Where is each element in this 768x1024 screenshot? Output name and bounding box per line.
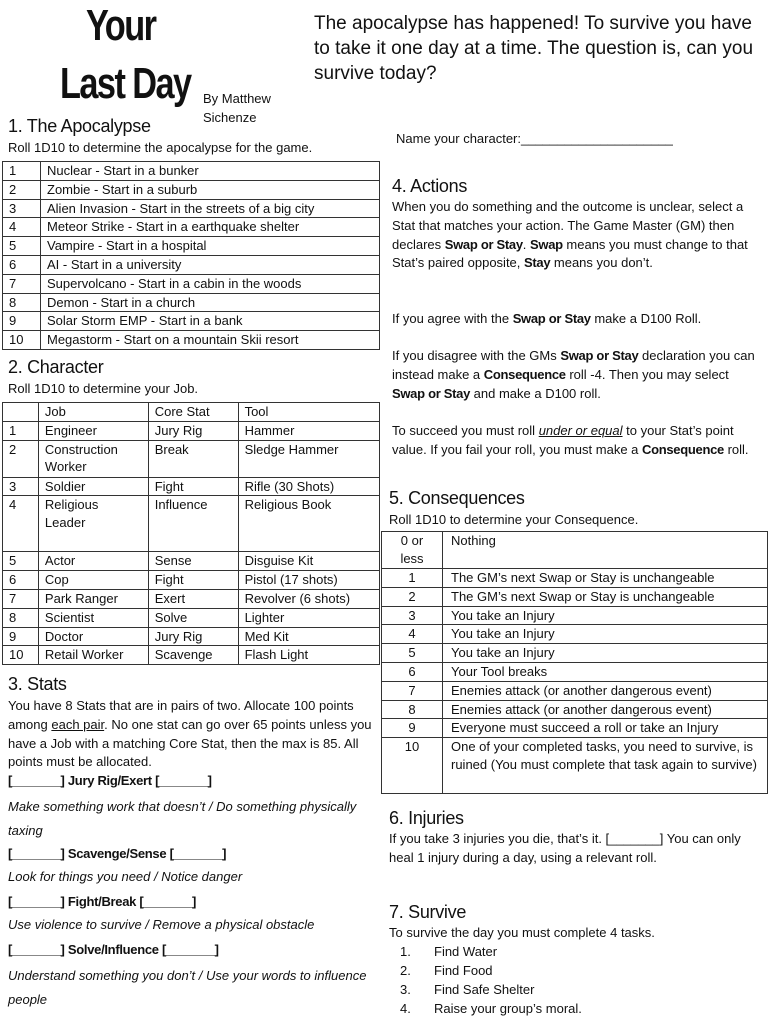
roll-number: 0 or less [382, 532, 443, 569]
job-cell: Cop [38, 571, 148, 590]
section-heading-actions: 4. Actions [392, 176, 468, 196]
stat-desc-scavenge-sense: Look for things you need / Notice danger [8, 869, 243, 884]
job-cell: Park Ranger [38, 589, 148, 608]
job-cell: Actor [38, 552, 148, 571]
column-header: Tool [238, 403, 379, 422]
consequence-row [382, 587, 768, 606]
consequence-row [382, 662, 768, 681]
consequence-result: One of your completed tasks, you need to survive, is ruined (You must complete that task again to survive) [443, 738, 768, 794]
job-row [3, 477, 380, 496]
byline-line1: By Matthew [203, 91, 271, 106]
task-text: Find Safe Shelter [434, 982, 535, 997]
roll-number: 5 [3, 237, 41, 256]
job-cell: 9 [3, 627, 39, 646]
job-cell: 1 [3, 421, 39, 440]
job-cell: Lighter [238, 608, 379, 627]
consequence-result: You take an Injury [443, 606, 768, 625]
apocalypse-result: Alien Invasion - Start in the streets of a big city [41, 199, 380, 218]
apocalypse-result: Vampire - Start in a hospital [41, 237, 380, 256]
game-title-line1: Your [86, 1, 156, 50]
byline [203, 89, 303, 127]
task-item [400, 942, 582, 961]
roll-number: 10 [382, 738, 443, 794]
apocalypse-result: Zombie - Start in a suburb [41, 180, 380, 199]
apocalypse-row [3, 331, 380, 350]
apocalypse-row [3, 162, 380, 181]
job-cell: Religious Book [238, 496, 379, 552]
survive-instruction: To survive the day you must complete 4 tasks. [389, 925, 655, 940]
job-cell: Flash Light [238, 646, 379, 665]
apocalypse-row [3, 274, 380, 293]
actions-paragraph-1: When you do something and the outcome is unclear, select a Stat that matches your action. The Game Master (GM) then declares Swap or Stay. Swap means you must change to that Stat’s paired opposite, Stay means you don’t. [392, 199, 748, 271]
stat-pair-fight-break: [_______] Fight/Break [_______] [8, 894, 196, 909]
job-cell: Med Kit [238, 627, 379, 646]
job-cell: Soldier [38, 477, 148, 496]
job-cell: 10 [3, 646, 39, 665]
consequences-instruction: Roll 1D10 to determine your Consequence. [389, 512, 639, 527]
consequence-result: Everyone must succeed a roll or take an Injury [443, 719, 768, 738]
roll-number: 3 [382, 606, 443, 625]
job-row [3, 627, 380, 646]
job-cell: Hammer [238, 421, 379, 440]
job-row [3, 496, 380, 552]
roll-number: 2 [3, 180, 41, 199]
character-name-field: Name your character:_____________________ [396, 131, 673, 146]
roll-number: 5 [382, 644, 443, 663]
task-list [400, 942, 582, 1018]
column-header: Core Stat [148, 403, 238, 422]
apocalypse-table [2, 161, 380, 350]
job-cell: Disguise Kit [238, 552, 379, 571]
consequence-result: The GM’s next Swap or Stay is unchangeable [443, 569, 768, 588]
roll-number: 4 [3, 218, 41, 237]
consequence-row [382, 738, 768, 794]
injuries-text: If you take 3 injuries you die, that’s it. [_______] You can only heal 1 injury during a day, using a relevant roll. [389, 831, 741, 865]
apocalypse-result: Solar Storm EMP - Start in a bank [41, 312, 380, 331]
roll-number: 2 [382, 587, 443, 606]
job-row [3, 440, 380, 477]
job-cell: Doctor [38, 627, 148, 646]
roll-number: 7 [3, 274, 41, 293]
actions-paragraph-4: To succeed you must roll under or equal to your Stat’s point value. If you fail your roll, you must make a Consequence roll. [392, 423, 749, 457]
apocalypse-row [3, 218, 380, 237]
consequence-result: Your Tool breaks [443, 662, 768, 681]
task-item [400, 961, 582, 980]
roll-number: 8 [3, 293, 41, 312]
job-cell: Religious Leader [38, 496, 148, 552]
consequence-row [382, 569, 768, 588]
job-cell: 6 [3, 571, 39, 590]
stat-desc-jury-rig-exert: Make something work that doesn’t / Do something physically taxing [8, 799, 357, 838]
job-cell: Scientist [38, 608, 148, 627]
task-number: 3. [400, 982, 411, 997]
job-cell: Sense [148, 552, 238, 571]
task-text: Find Food [434, 963, 493, 978]
roll-number: 9 [3, 312, 41, 331]
column-header [3, 403, 39, 422]
job-row [3, 589, 380, 608]
job-cell: Revolver (6 shots) [238, 589, 379, 608]
job-cell: 7 [3, 589, 39, 608]
job-cell: Jury Rig [148, 421, 238, 440]
section-heading-character: 2. Character [8, 357, 104, 377]
job-cell: Rifle (30 Shots) [238, 477, 379, 496]
consequence-result: Nothing [443, 532, 768, 569]
apocalypse-instruction: Roll 1D10 to determine the apocalypse for the game. [8, 140, 313, 155]
task-number: 4. [400, 1001, 411, 1016]
job-row [3, 421, 380, 440]
task-item [400, 980, 582, 999]
apocalypse-row [3, 312, 380, 331]
roll-number: 1 [382, 569, 443, 588]
job-cell: Pistol (17 shots) [238, 571, 379, 590]
apocalypse-row [3, 237, 380, 256]
consequence-row [382, 700, 768, 719]
game-title-line2: Last Day [60, 59, 191, 108]
section-heading-consequences: 5. Consequences [389, 488, 525, 508]
job-table-header [3, 403, 380, 422]
consequence-row [382, 644, 768, 663]
job-cell: Retail Worker [38, 646, 148, 665]
actions-paragraph-3: If you disagree with the GMs Swap or Stay declaration you can instead make a Consequence roll -4. Then you may select Swap or Stay and make a D100 roll. [392, 348, 755, 401]
roll-number: 8 [382, 700, 443, 719]
section-heading-survive: 7. Survive [389, 902, 467, 922]
apocalypse-result: Supervolcano - Start in a cabin in the woods [41, 274, 380, 293]
apocalypse-result: Demon - Start in a church [41, 293, 380, 312]
roll-number: 6 [382, 662, 443, 681]
roll-number: 9 [382, 719, 443, 738]
apocalypse-result: Megastorm - Start on a mountain Skii resort [41, 331, 380, 350]
intro-text: The apocalypse has happened! To survive you have to take it one day at a time. The question is, can you survive today? [314, 13, 754, 84]
job-cell: 4 [3, 496, 39, 552]
stat-desc-solve-influence: Understand something you don’t / Use your words to influence people [8, 968, 367, 1007]
job-cell: 2 [3, 440, 39, 477]
consequence-row [382, 625, 768, 644]
job-cell: Jury Rig [148, 627, 238, 646]
apocalypse-row [3, 199, 380, 218]
stats-text: You have 8 Stats that are in pairs of two. Allocate 100 points among each pair. No one stat can go over 65 points unless you have a Job with a matching Core Stat, then the max is 85. All points must be allocated. [8, 698, 372, 770]
stat-pair-jury-rig-exert: [_______] Jury Rig/Exert [_______] [8, 773, 212, 788]
job-cell: Sledge Hammer [238, 440, 379, 477]
job-row [3, 646, 380, 665]
section-heading-apocalypse: 1. The Apocalypse [8, 116, 151, 136]
job-cell: 3 [3, 477, 39, 496]
job-table [2, 402, 380, 665]
task-item [400, 999, 582, 1018]
job-cell: 5 [3, 552, 39, 571]
consequence-result: Enemies attack (or another dangerous event) [443, 700, 768, 719]
task-number: 2. [400, 963, 411, 978]
apocalypse-result: AI - Start in a university [41, 255, 380, 274]
consequence-result: You take an Injury [443, 625, 768, 644]
stat-desc-fight-break: Use violence to survive / Remove a physical obstacle [8, 917, 315, 932]
apocalypse-result: Nuclear - Start in a bunker [41, 162, 380, 181]
job-cell: Solve [148, 608, 238, 627]
job-cell: Influence [148, 496, 238, 552]
apocalypse-row [3, 180, 380, 199]
task-number: 1. [400, 944, 411, 959]
consequence-row [382, 606, 768, 625]
character-instruction: Roll 1D10 to determine your Job. [8, 381, 199, 396]
job-cell: Construction Worker [38, 440, 148, 477]
job-cell: Fight [148, 477, 238, 496]
consequence-row [382, 681, 768, 700]
roll-number: 6 [3, 255, 41, 274]
consequence-result: Enemies attack (or another dangerous event) [443, 681, 768, 700]
job-row [3, 571, 380, 590]
job-row [3, 552, 380, 571]
roll-number: 4 [382, 625, 443, 644]
consequence-row [382, 532, 768, 569]
stat-pair-scavenge-sense: [_______] Scavenge/Sense [_______] [8, 846, 227, 861]
consequence-result: The GM’s next Swap or Stay is unchangeable [443, 587, 768, 606]
task-text: Find Water [434, 944, 498, 959]
section-heading-stats: 3. Stats [8, 674, 67, 694]
actions-paragraph-2: If you agree with the Swap or Stay make a D100 Roll. [392, 311, 702, 326]
stat-pair-solve-influence: [_______] Solve/Influence [_______] [8, 942, 219, 957]
roll-number: 7 [382, 681, 443, 700]
consequence-table [381, 531, 768, 794]
consequence-result: You take an Injury [443, 644, 768, 663]
byline-line2: Sichenze [203, 110, 257, 125]
roll-number: 3 [3, 199, 41, 218]
apocalypse-row [3, 293, 380, 312]
job-cell: Exert [148, 589, 238, 608]
job-cell: 8 [3, 608, 39, 627]
job-cell: Engineer [38, 421, 148, 440]
apocalypse-row [3, 255, 380, 274]
consequence-row [382, 719, 768, 738]
apocalypse-result: Meteor Strike - Start in a earthquake shelter [41, 218, 380, 237]
column-header: Job [38, 403, 148, 422]
job-cell: Scavenge [148, 646, 238, 665]
roll-number: 1 [3, 162, 41, 181]
job-cell: Fight [148, 571, 238, 590]
job-cell: Break [148, 440, 238, 477]
job-row [3, 608, 380, 627]
roll-number: 10 [3, 331, 41, 350]
section-heading-injuries: 6. Injuries [389, 808, 464, 828]
task-text: Raise your group’s moral. [434, 1001, 582, 1016]
